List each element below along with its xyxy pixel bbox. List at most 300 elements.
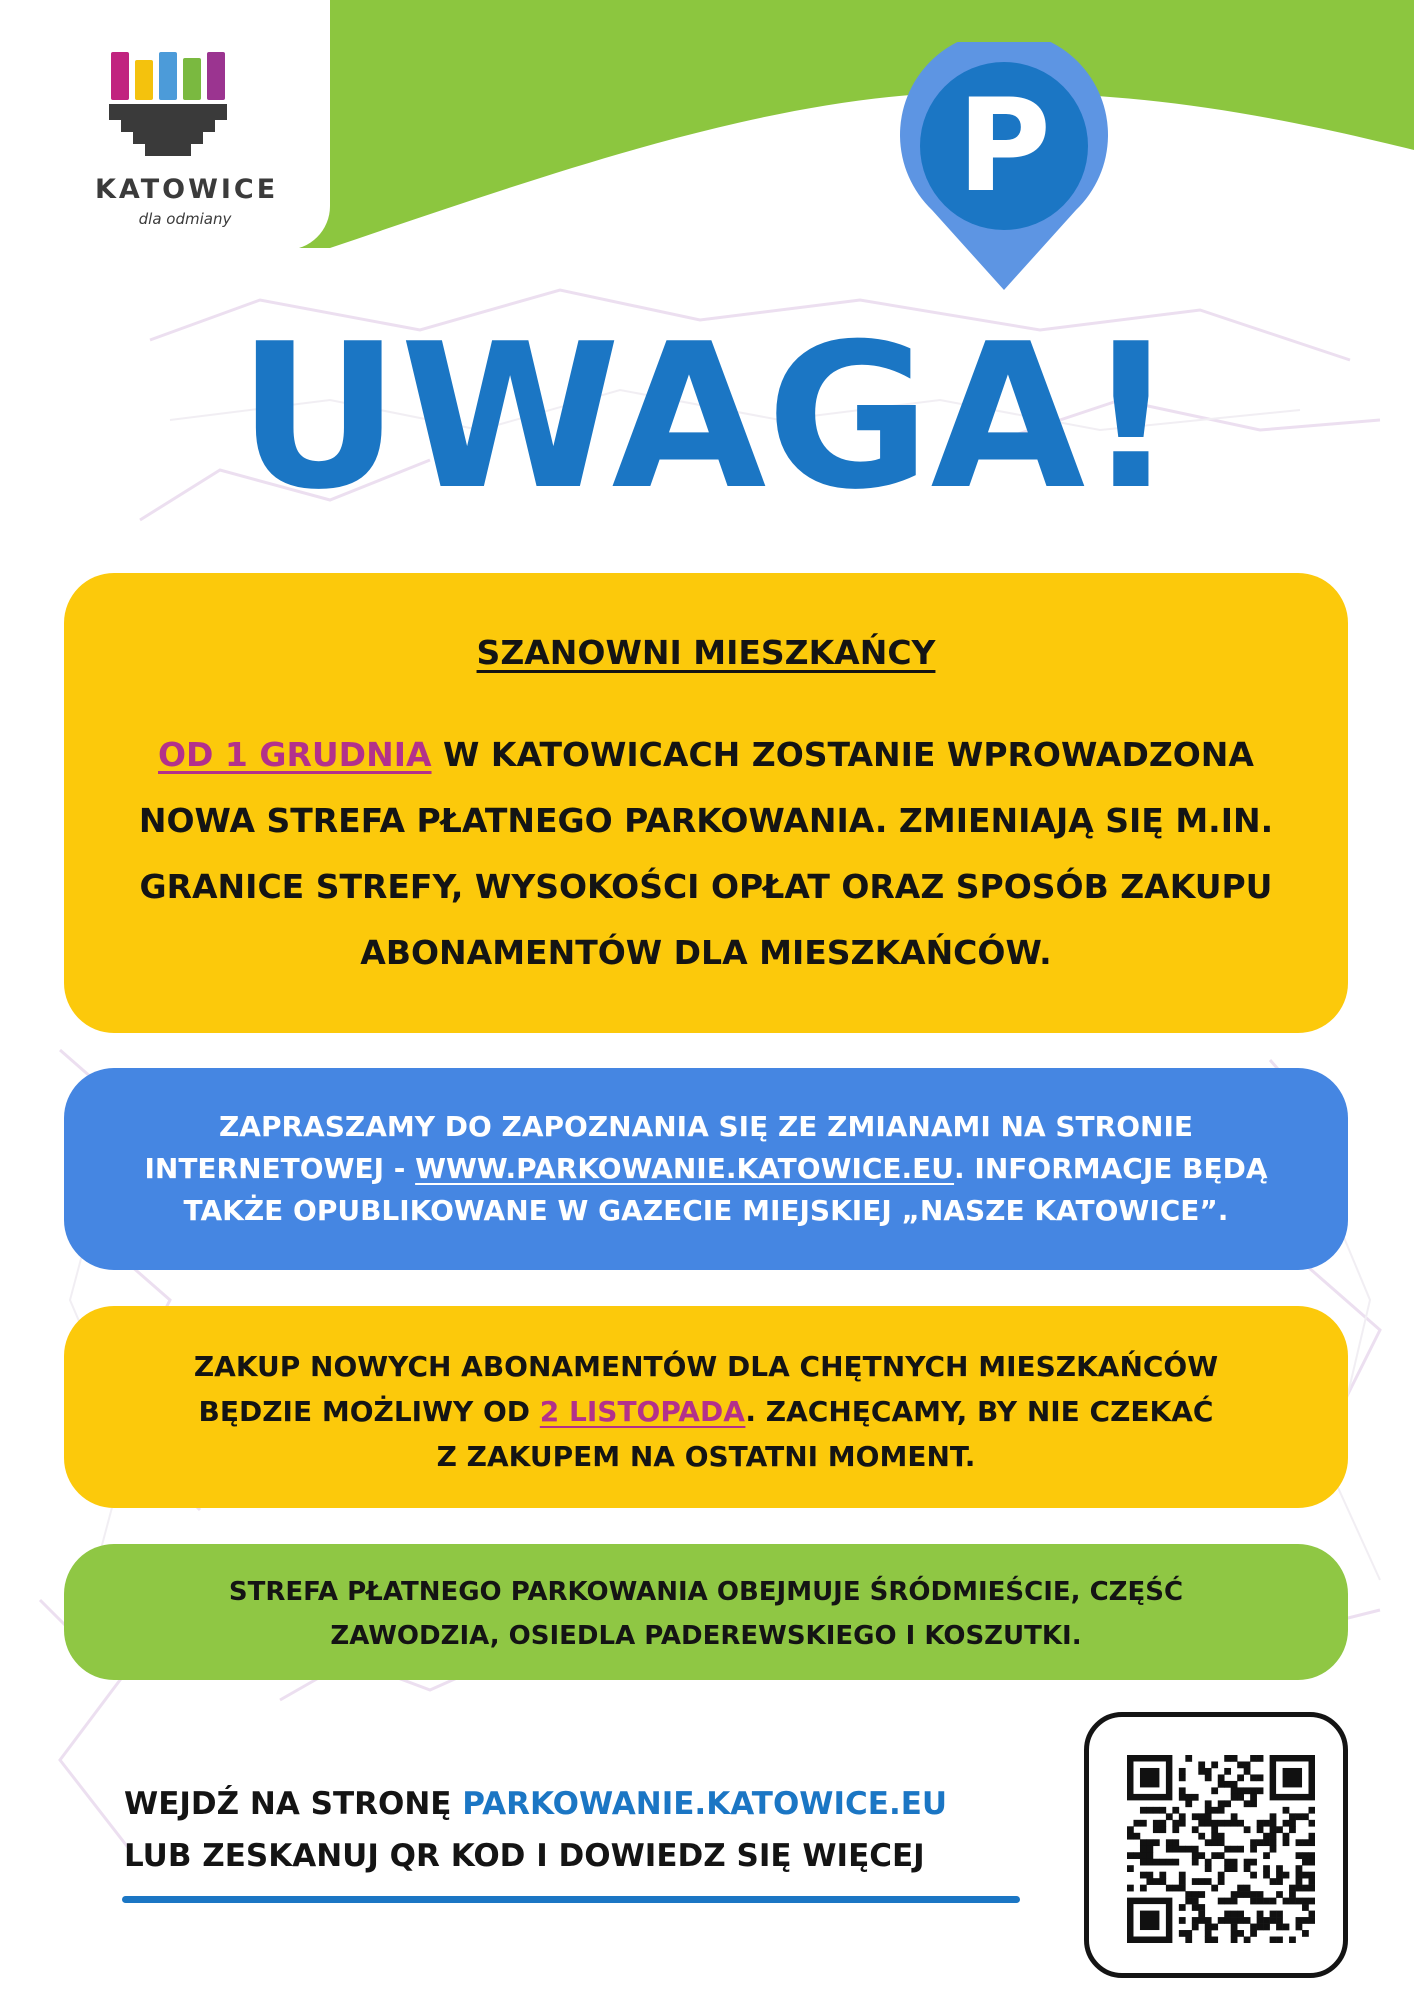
qr-module [1276,1872,1283,1879]
qr-module [1153,1878,1160,1885]
qr-module [1218,1820,1225,1827]
qr-module [1198,1768,1205,1775]
qr-module [1205,1924,1212,1931]
logo-bar [183,58,201,100]
qr-module [1146,1807,1153,1814]
qr-module [1205,1937,1212,1943]
qr-module [1133,1852,1140,1859]
qr-module [1302,1917,1309,1924]
qr-module [1257,1839,1264,1846]
qr-module [1159,1878,1166,1885]
qr-module [1211,1924,1218,1931]
qr-module [1263,1833,1270,1840]
qr-module [1224,1911,1231,1918]
logo-bar [159,52,177,100]
qr-module [1211,1826,1218,1833]
qr-module [1309,1839,1315,1846]
qr-module [1231,1898,1238,1905]
qr-module [1302,1930,1309,1937]
qr-module [1166,1813,1173,1820]
qr-module [1296,1917,1303,1924]
qr-module [1172,1859,1179,1866]
qr-module [1276,1891,1283,1898]
qr-module [1172,1839,1179,1846]
qr-module [1309,1872,1315,1879]
qr-module [1296,1924,1303,1931]
qr-finder-pattern [1283,1768,1302,1787]
qr-module [1211,1807,1218,1814]
qr-module [1179,1768,1186,1775]
qr-module [1205,1813,1212,1820]
qr-module [1231,1937,1238,1943]
qr-module [1166,1859,1173,1866]
notice-body [134,722,1278,986]
qr-module [1263,1865,1270,1872]
qr-module [1289,1891,1296,1898]
qr-module [1250,1891,1257,1898]
qr-module [1127,1865,1134,1872]
qr-module [1237,1885,1244,1892]
subscriptions-text: BĘDZIE MOŻLIWY OD [198,1395,540,1428]
website-link[interactable]: WWW.PARKOWANIE.KATOWICE.EU [415,1152,955,1185]
qr-module [1185,1800,1192,1807]
qr-module [1205,1820,1212,1827]
qr-module [1283,1872,1290,1879]
notice-box [64,573,1348,1033]
qr-module [1218,1774,1225,1781]
qr-module [1302,1898,1309,1905]
info-line: TAKŻE OPUBLIKOWANE W GAZECIE MIEJSKIEJ „NASZE KATOWICE”. [183,1194,1229,1227]
qr-module [1205,1774,1212,1781]
qr-module [1205,1865,1212,1872]
qr-module [1231,1846,1238,1853]
qr-module [1296,1898,1303,1905]
qr-module [1289,1826,1296,1833]
qr-module [1289,1937,1296,1943]
qr-module [1179,1787,1186,1794]
qr-module [1198,1820,1205,1827]
qr-module [1283,1898,1290,1905]
qr-module [1263,1898,1270,1905]
qr-module [1198,1911,1205,1918]
logo-tagline: dla odmiany [138,210,232,228]
qr-module [1153,1839,1160,1846]
qr-module [1211,1761,1218,1768]
qr-module [1224,1755,1231,1762]
qr-module [1244,1761,1251,1768]
cta-website-link[interactable]: PARKOWANIE.KATOWICE.EU [462,1786,948,1822]
qr-module [1224,1917,1231,1924]
qr-module [1270,1839,1277,1846]
qr-module [1179,1794,1186,1801]
qr-module [1250,1794,1257,1801]
qr-finder-pattern [1140,1768,1159,1787]
qr-module [1198,1878,1205,1885]
qr-module [1179,1878,1186,1885]
qr-code-icon [1127,1755,1315,1943]
qr-module [1146,1839,1153,1846]
qr-module [1192,1826,1199,1833]
qr-module [1302,1885,1309,1892]
qr-module [1276,1826,1283,1833]
qr-module [1302,1813,1309,1820]
qr-module [1218,1781,1225,1788]
qr-module [1127,1885,1134,1892]
zone-line: ZAWODZIA, OSIEDLA PADEREWSKIEGO I KOSZUTKI. [330,1621,1082,1651]
qr-module [1296,1813,1303,1820]
qr-module [1146,1859,1153,1866]
qr-module [1309,1878,1315,1885]
qr-module [1224,1846,1231,1853]
zone-line: STREFA PŁATNEGO PARKOWANIA OBEJMUJE ŚRÓDMIEŚCIE, CZĘŚĆ [228,1577,1184,1607]
qr-module [1224,1865,1231,1872]
qr-module [1179,1930,1186,1937]
qr-module [1244,1865,1251,1872]
qr-module [1263,1839,1270,1846]
qr-module [1250,1930,1257,1937]
notice-date-highlight: OD 1 GRUDNIA [158,735,432,774]
qr-module [1159,1859,1166,1866]
subscriptions-date-highlight: 2 LISTOPADA [539,1395,746,1428]
qr-module [1283,1807,1290,1814]
qr-module [1237,1794,1244,1801]
qr-module [1302,1859,1309,1866]
qr-module [1289,1820,1296,1827]
qr-module [1140,1839,1147,1846]
katowice-logo [95,50,279,240]
qr-module [1244,1937,1251,1943]
qr-module [1283,1839,1290,1846]
qr-module [1218,1878,1225,1885]
qr-module [1179,1774,1186,1781]
qr-module [1270,1826,1277,1833]
subscriptions-line: Z ZAKUPEM NA OSTATNI MOMENT. [436,1440,976,1473]
qr-module [1244,1768,1251,1775]
qr-module [1211,1885,1218,1892]
qr-module [1192,1891,1199,1898]
qr-module [1244,1917,1251,1924]
qr-module [1289,1898,1296,1905]
qr-module [1153,1859,1160,1866]
qr-module [1309,1911,1315,1918]
cta-underline [122,1896,1020,1903]
qr-module [1231,1865,1238,1872]
qr-module [1192,1924,1199,1931]
qr-module [1237,1787,1244,1794]
cta-line: LUB ZESKANUJ QR KOD I DOWIEDZ SIĘ WIĘCEJ [124,1838,925,1874]
qr-module [1218,1917,1225,1924]
qr-module [1276,1865,1283,1872]
qr-module [1276,1917,1283,1924]
qr-module [1250,1872,1257,1879]
qr-module [1211,1787,1218,1794]
qr-module [1270,1911,1277,1918]
parking-pin-icon [898,42,1110,290]
qr-module [1231,1930,1238,1937]
qr-module [1237,1761,1244,1768]
qr-module [1205,1878,1212,1885]
qr-module [1231,1820,1238,1827]
qr-module [1192,1904,1199,1911]
logo-bar [207,52,225,100]
qr-module [1127,1826,1134,1833]
qr-module [1224,1898,1231,1905]
qr-module [1231,1891,1238,1898]
qr-module [1263,1924,1270,1931]
subscriptions-line: ZAKUP NOWYCH ABONAMENTÓW DLA CHĘTNYCH MIESZKAŃCÓW [193,1350,1219,1383]
qr-module [1250,1846,1257,1853]
qr-module [1198,1904,1205,1911]
qr-module [1270,1813,1277,1820]
qr-module [1211,1839,1218,1846]
qr-module [1309,1859,1315,1866]
qr-module [1270,1937,1277,1943]
qr-module [1185,1846,1192,1853]
qr-module [1218,1872,1225,1879]
qr-module [1205,1768,1212,1775]
qr-module [1218,1800,1225,1807]
qr-module [1153,1820,1160,1827]
qr-module [1309,1807,1315,1814]
qr-module [1185,1898,1192,1905]
qr-module [1270,1833,1277,1840]
qr-module [1276,1924,1283,1931]
qr-module [1250,1839,1257,1846]
qr-module [1244,1859,1251,1866]
qr-module [1309,1885,1315,1892]
qr-module [1127,1852,1134,1859]
qr-module [1185,1937,1192,1943]
qr-module [1263,1917,1270,1924]
qr-module [1198,1891,1205,1898]
qr-module [1250,1898,1257,1905]
qr-module [1166,1839,1173,1846]
qr-module [1263,1820,1270,1827]
qr-module [1159,1826,1166,1833]
logo-base [109,104,227,156]
qr-module [1250,1787,1257,1794]
qr-module [1179,1813,1186,1820]
qr-code-card[interactable] [1084,1712,1348,1978]
qr-module [1302,1852,1309,1859]
notice-line-text: W KATOWICACH ZOSTANIE WPROWADZONA [431,735,1254,774]
qr-module [1205,1917,1212,1924]
qr-module [1231,1859,1238,1866]
qr-module [1179,1846,1186,1853]
qr-module [1309,1833,1315,1840]
qr-module [1172,1820,1179,1827]
qr-module [1276,1937,1283,1943]
qr-module [1302,1904,1309,1911]
qr-module [1237,1846,1244,1853]
subscriptions-box [64,1306,1348,1508]
notice-line: ABONAMENTÓW DLA MIESZKAŃCÓW. [360,933,1052,972]
zone-box [64,1544,1348,1680]
cta-line [124,1778,1004,1830]
qr-module [1172,1885,1179,1892]
qr-module [1309,1820,1315,1827]
qr-module [1198,1761,1205,1768]
qr-module [1211,1820,1218,1827]
qr-module [1257,1820,1264,1827]
qr-module [1257,1891,1264,1898]
qr-module [1153,1826,1160,1833]
qr-module [1270,1917,1277,1924]
qr-module [1302,1872,1309,1879]
logo-bar [135,60,153,100]
qr-module [1289,1813,1296,1820]
qr-module [1133,1833,1140,1840]
qr-module [1205,1839,1212,1846]
qr-module [1159,1807,1166,1814]
qr-module [1159,1820,1166,1827]
qr-module [1257,1774,1264,1781]
qr-module [1296,1878,1303,1885]
info-line: ZAPRASZAMY DO ZAPOZNANIA SIĘ ZE ZMIANAMI NA STRONIE [219,1110,1193,1143]
qr-module [1250,1924,1257,1931]
qr-module [1140,1885,1147,1892]
qr-module [1244,1826,1251,1833]
qr-module [1283,1924,1290,1931]
notice-greeting: SZANOWNI MIESZKAŃCY [476,633,936,672]
qr-module [1218,1852,1225,1859]
qr-module [1270,1820,1277,1827]
qr-module [1244,1885,1251,1892]
info-text: . INFORMACJE BĘDĄ [954,1152,1268,1185]
qr-module [1179,1885,1186,1892]
qr-module [1185,1794,1192,1801]
qr-module [1257,1917,1264,1924]
qr-module [1172,1826,1179,1833]
qr-module [1309,1898,1315,1905]
qr-module [1224,1859,1231,1866]
qr-module [1224,1768,1231,1775]
qr-module [1172,1807,1179,1814]
qr-module [1244,1891,1251,1898]
qr-module [1309,1852,1315,1859]
qr-module [1231,1781,1238,1788]
qr-module [1146,1846,1153,1853]
info-box [64,1068,1348,1270]
qr-finder-pattern [1140,1911,1159,1930]
qr-module [1140,1852,1147,1859]
qr-module [1276,1911,1283,1918]
qr-module [1198,1852,1205,1859]
qr-module [1133,1820,1140,1827]
qr-module [1296,1865,1303,1872]
headline-uwaga: UWAGA! [237,301,1177,534]
qr-module [1224,1820,1231,1827]
qr-module [1302,1839,1309,1846]
qr-module [1218,1807,1225,1814]
qr-module [1257,1898,1264,1905]
qr-module [1218,1833,1225,1840]
qr-module [1179,1820,1186,1827]
subscriptions-line [124,1389,1288,1434]
qr-module [1257,1826,1264,1833]
qr-module [1140,1859,1147,1866]
qr-module [1127,1833,1134,1840]
qr-module [1179,1904,1186,1911]
qr-module [1159,1872,1166,1879]
qr-module [1192,1859,1199,1866]
qr-module [1237,1820,1244,1827]
qr-module [1192,1878,1199,1885]
qr-module [1211,1833,1218,1840]
qr-module [1309,1917,1315,1924]
subscriptions-text: . ZACHĘCAMY, BY NIE CZEKAĆ [745,1395,1214,1428]
qr-module [1192,1917,1199,1924]
qr-module [1296,1872,1303,1879]
qr-module [1237,1917,1244,1924]
qr-module [1205,1800,1212,1807]
qr-module [1179,1872,1186,1879]
logo-city-name: KATOWICE [95,174,279,205]
qr-module [1185,1891,1192,1898]
qr-module [1257,1755,1264,1762]
qr-module [1218,1898,1225,1905]
qr-module [1237,1930,1244,1937]
qr-module [1231,1917,1238,1924]
qr-module [1237,1891,1244,1898]
qr-module [1140,1872,1147,1879]
qr-module [1146,1852,1153,1859]
notice-line [134,722,1278,788]
qr-module [1231,1924,1238,1931]
qr-module [1185,1755,1192,1762]
qr-module [1237,1911,1244,1918]
qr-module [1276,1878,1283,1885]
katowice-emblem-icon [95,50,275,170]
qr-module [1205,1930,1212,1937]
qr-module [1250,1755,1257,1762]
qr-module [1257,1924,1264,1931]
qr-module [1140,1820,1147,1827]
qr-module [1192,1846,1199,1853]
qr-module [1166,1846,1173,1853]
qr-module [1231,1813,1238,1820]
qr-module [1192,1898,1199,1905]
qr-module [1192,1852,1199,1859]
qr-module [1211,1852,1218,1859]
qr-module [1205,1807,1212,1814]
qr-module [1172,1846,1179,1853]
parking-letter: P [957,72,1051,221]
qr-module [1231,1755,1238,1762]
qr-module [1244,1787,1251,1794]
qr-module [1179,1917,1186,1924]
qr-module [1296,1852,1303,1859]
call-to-action [124,1778,1004,1882]
qr-module [1218,1839,1225,1846]
qr-module [1250,1859,1257,1866]
qr-module [1296,1839,1303,1846]
qr-module [1263,1852,1270,1859]
qr-module [1205,1859,1212,1866]
qr-module [1270,1898,1277,1905]
qr-module [1211,1937,1218,1943]
qr-module [1192,1794,1199,1801]
qr-module [1146,1872,1153,1879]
qr-module [1283,1833,1290,1840]
qr-module [1263,1872,1270,1879]
qr-module [1140,1807,1147,1814]
logo-bar [111,52,129,100]
qr-module [1289,1885,1296,1892]
qr-module [1198,1833,1205,1840]
qr-module [1140,1846,1147,1853]
notice-line: GRANICE STREFY, WYSOKOŚCI OPŁAT ORAZ SPOSÓB ZAKUPU [139,867,1273,906]
